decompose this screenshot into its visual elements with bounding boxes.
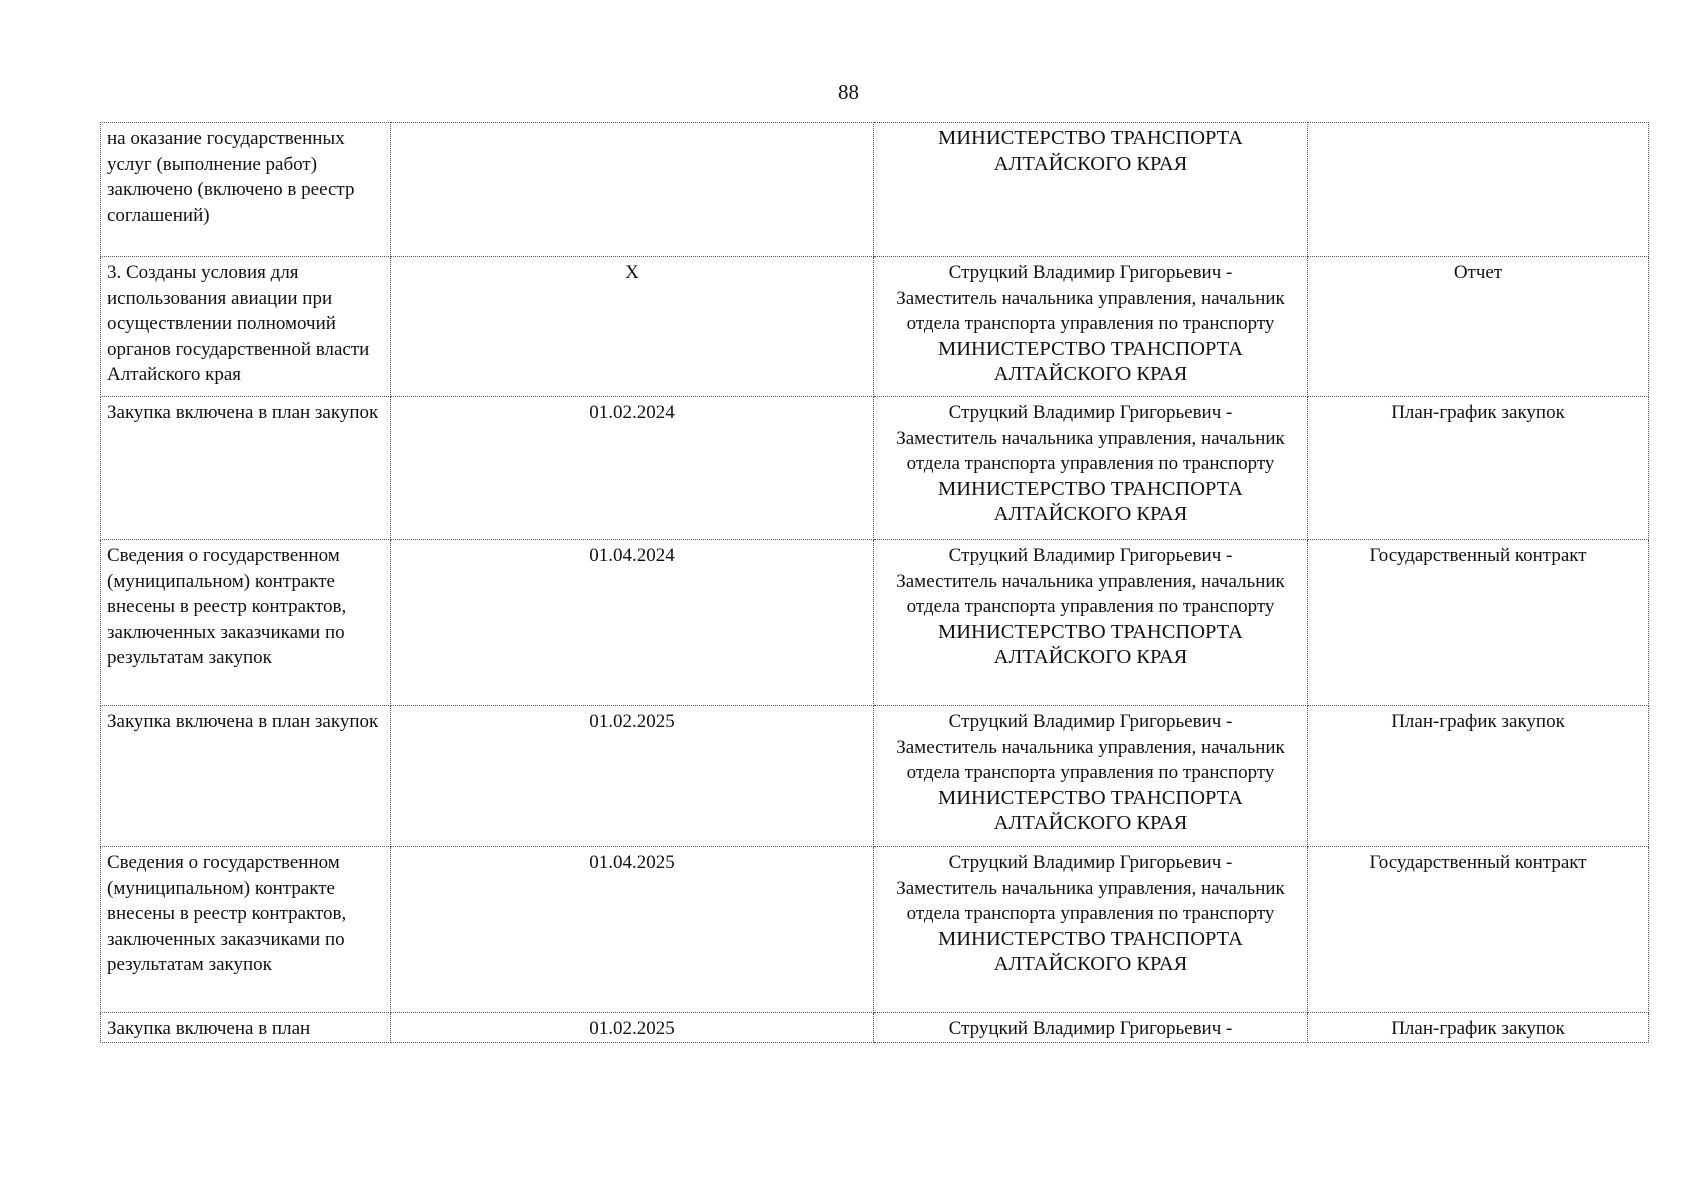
document-cell: План-график закупок: [1308, 1013, 1649, 1043]
responsible-cell: [874, 540, 1308, 706]
responsible-org: МИНИСТЕРСТВО ТРАНСПОРТА АЛТАЙСКОГО КРАЯ: [938, 927, 1243, 975]
responsible-org: МИНИСТЕРСТВО ТРАНСПОРТА АЛТАЙСКОГО КРАЯ: [938, 337, 1243, 385]
table-row: [101, 1013, 1649, 1043]
responsible-org: МИНИСТЕРСТВО ТРАНСПОРТА АЛТАЙСКОГО КРАЯ: [938, 786, 1243, 834]
task-cell: Закупка включена в план закупок: [101, 397, 391, 540]
responsible-org: МИНИСТЕРСТВО ТРАНСПОРТА АЛТАЙСКОГО КРАЯ: [938, 127, 1243, 175]
responsible-cell: [874, 257, 1308, 397]
responsible-cell: [874, 847, 1308, 1013]
responsible-person: Струцкий Владимир Григорьевич -: [948, 545, 1233, 566]
responsible-person: Струцкий Владимир Григорьевич -: [948, 852, 1233, 873]
date-cell: 01.02.2025: [391, 706, 874, 847]
responsible-cell: [874, 123, 1308, 257]
responsible-position: Заместитель начальника управления, начальник отдела транспорта управления по транспорту: [896, 736, 1285, 783]
task-cell: 3. Созданы условия для использования авиации при осуществлении полномочий органов государственной власти Алтайского края: [101, 257, 391, 397]
responsible-org: МИНИСТЕРСТВО ТРАНСПОРТА АЛТАЙСКОГО КРАЯ: [938, 620, 1243, 668]
table-row: [101, 123, 1649, 257]
responsible-org: МИНИСТЕРСТВО ТРАНСПОРТА АЛТАЙСКОГО КРАЯ: [938, 477, 1243, 525]
responsible-person: Струцкий Владимир Григорьевич -: [948, 262, 1233, 283]
date-cell: 01.02.2025: [391, 1013, 874, 1043]
date-cell: [391, 123, 874, 257]
document-cell: План-график закупок: [1308, 397, 1649, 540]
table-row: [101, 847, 1649, 1013]
responsible-position: Заместитель начальника управления, начальник отдела транспорта управления по транспорту: [896, 570, 1285, 617]
document-cell: План-график закупок: [1308, 706, 1649, 847]
task-cell: на оказание государственных услуг (выполнение работ) заключено (включено в реестр соглашений): [101, 123, 391, 257]
table-row: [101, 540, 1649, 706]
responsible-position: Заместитель начальника управления, начальник отдела транспорта управления по транспорту: [896, 877, 1285, 924]
date-cell: 01.02.2024: [391, 397, 874, 540]
responsible-position: Заместитель начальника управления, начальник отдела транспорта управления по транспорту: [896, 427, 1285, 474]
task-cell: Сведения о государственном (муниципальном) контракте внесены в реестр контрактов, заключенных заказчиками по результатам закупок: [101, 540, 391, 706]
task-cell: Закупка включена в план: [101, 1013, 391, 1043]
plan-table: [100, 122, 1649, 1043]
responsible-position: Заместитель начальника управления, начальник отдела транспорта управления по транспорту: [896, 287, 1285, 334]
responsible-person: Струцкий Владимир Григорьевич -: [948, 402, 1233, 423]
responsible-cell: [874, 1013, 1308, 1043]
document-cell: Государственный контракт: [1308, 540, 1649, 706]
table-row: [101, 397, 1649, 540]
document-cell: [1308, 123, 1649, 257]
task-cell: Сведения о государственном (муниципальном) контракте внесены в реестр контрактов, заключенных заказчиками по результатам закупок: [101, 847, 391, 1013]
date-cell: 01.04.2024: [391, 540, 874, 706]
date-cell: 01.04.2025: [391, 847, 874, 1013]
date-cell: X: [391, 257, 874, 397]
table-row: [101, 706, 1649, 847]
page-number: 88: [838, 80, 859, 104]
responsible-person: Струцкий Владимир Григорьевич -: [948, 1018, 1233, 1039]
responsible-cell: [874, 706, 1308, 847]
document-cell: Отчет: [1308, 257, 1649, 397]
responsible-cell: [874, 397, 1308, 540]
document-cell: Государственный контракт: [1308, 847, 1649, 1013]
responsible-person: Струцкий Владимир Григорьевич -: [948, 711, 1233, 732]
table-row: [101, 257, 1649, 397]
task-cell: Закупка включена в план закупок: [101, 706, 391, 847]
